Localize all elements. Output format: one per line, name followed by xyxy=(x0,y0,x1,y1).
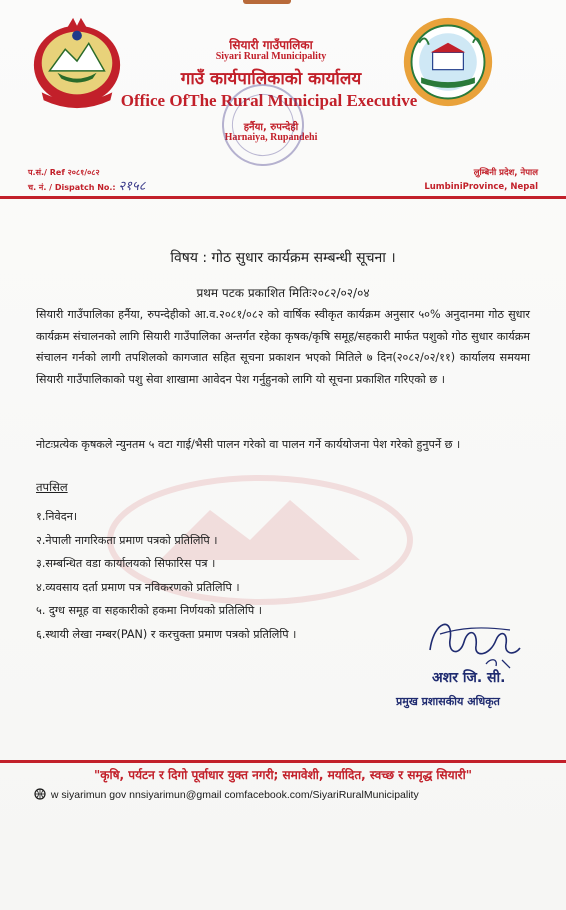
paper-clip-tab xyxy=(243,0,291,4)
list-item: ४.व्यवसाय दर्ता प्रमाण पत्र नविकरणको प्रतिलिपि । xyxy=(36,580,240,594)
office-name-nepali: गाउँ कार्यपालिकाको कार्यालय xyxy=(180,69,362,89)
footer-contacts xyxy=(34,788,419,801)
dispatch-number: २१५८ xyxy=(118,179,146,194)
published-date: प्रथम पटक प्रकाशित मितिः२०८२/०२/०४ xyxy=(196,286,370,300)
municipality-name-english: Siyari Rural Municipality xyxy=(215,51,327,62)
office-name-english: Office OfThe Rural Municipal Executive xyxy=(120,91,418,110)
contacts-text: w siyarimun gov nnsiyarimun@gmail comfacebook.com/SiyariRuralMunicipality xyxy=(50,789,419,801)
footer-divider xyxy=(0,760,566,763)
list-item: २.नेपाली नागरिकता प्रमाण पत्रको प्रतिलिपि । xyxy=(36,533,218,547)
notice-body: सियारी गाउँपालिका हर्नैया, रुपन्देहीको आ.व.२०८१/०८२ को वार्षिक स्वीकृत कार्यक्रम अनुसार ५०% अनुदानमा गोठ सुधार कार्यक्रम संचालनको लागि सियारी गाउँपालिका अन्तर्गत रहेका कृषक/कृषि समूह/सहकारी मार्फत पशुको गोठ सुधार कार्यक्रम संचालन गर्नको लागी तपशिलको कागजात सहित सूचना प्रकाशन भएको मितिले ७ दिन(२०८२/०२/११) कार्यालय समयमा सियारी गाउँपालिकाको पशु सेवा शाखामा आवेदन पेश गर्नुहुनको लागि यो सूचना प्रकाशित गरिएको छ । xyxy=(36,308,530,386)
notice-subject: विषय : गोठ सुधार कार्यक्रम सम्बन्धी सूचना । xyxy=(170,250,396,266)
header-divider xyxy=(0,196,566,199)
document-list xyxy=(36,505,296,646)
handwritten-signature xyxy=(420,610,530,676)
ref-number: प.सं./ Ref २०८१/०८२ xyxy=(28,168,100,177)
address-english: Harnaiya, Rupandehi xyxy=(224,132,318,143)
footer-slogan: "कृषि, पर्यटन र दिगो पूर्वाधार युक्त नगरी; समावेशी, मर्यादित, स्वच्छ र समृद्ध सियारी" xyxy=(94,768,472,782)
province-nepali: लुम्बिनी प्रदेश, नेपाल xyxy=(473,168,538,178)
signatory-name: अशर जि. सी. xyxy=(432,670,506,686)
municipality-name-nepali: सियारी गाउँपालिका xyxy=(229,38,313,52)
web-globe-icon xyxy=(34,788,46,800)
dispatch-line xyxy=(28,180,145,195)
province-block xyxy=(424,166,538,194)
document-list-title: तपसिल xyxy=(36,480,68,494)
address-nepali: हर्नैया, रुपन्देही xyxy=(243,122,299,133)
notice-note: नोटःप्रत्येक कृषकले न्युनतम ५ वटा गाई/भैसी पालन गरेको वा पालन गर्ने कार्ययोजना पेश गरेको हुनुपर्ने छ । xyxy=(36,438,461,451)
list-item: ३.सम्बन्धित वडा कार्यालयको सिफारिस पत्र । xyxy=(36,557,216,570)
signatory-title: प्रमुख प्रशासकीय अधिकृत xyxy=(396,695,500,708)
list-item: ५. दुग्ध समूह वा सहकारीको हकमा निर्णयको प्रतिलिपि । xyxy=(36,604,262,617)
reference-block xyxy=(28,166,145,195)
list-item: ६.स्थायी लेखा नम्बर(PAN) र करचुक्ता प्रमाण पत्रको प्रतिलिपि । xyxy=(36,627,297,641)
list-item: १.निवेदन। xyxy=(36,510,78,523)
dispatch-label: च. नं. / Dispatch No.: xyxy=(28,183,116,192)
province-english: LumbiniProvince, Nepal xyxy=(424,182,538,192)
